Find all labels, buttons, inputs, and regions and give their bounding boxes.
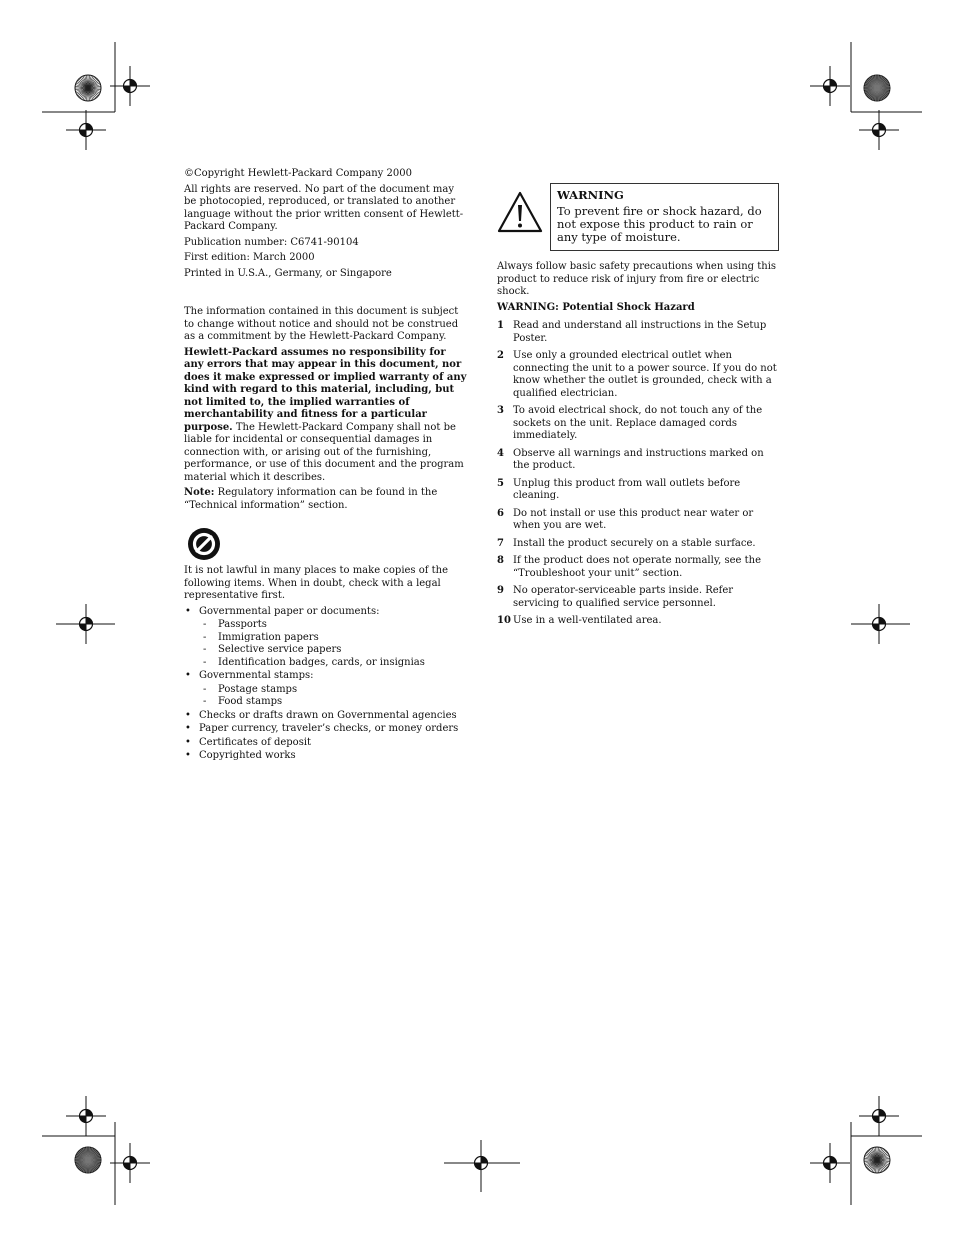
restricted-item (184, 710, 468, 723)
restricted-item-label: Certificates of deposit (199, 736, 312, 748)
step-number: 2 (497, 350, 504, 361)
note-text: Regulatory information can be found in the “Technical information” section. (184, 487, 438, 511)
note-label: Note: (184, 487, 215, 498)
target-quadrant (824, 1163, 831, 1170)
edition-text: First edition: March 2000 (184, 252, 315, 263)
restricted-subitems (199, 684, 468, 709)
printed-text: Printed in U.S.A., Germany, or Singapore (184, 267, 392, 279)
restricted-subitem: - Selective service papers (203, 644, 468, 657)
restricted-item-label: Governmental stamps: (199, 670, 314, 681)
disclaimer-paragraph (184, 347, 468, 485)
restricted-subitem: - Postage stamps (203, 684, 468, 697)
rights-text: All rights are reserved. No part of the document may be photocopied, reproduced, or translated to another language without the prior written consent of Hewlett-Packard Company. (184, 183, 464, 232)
publication-number: Publication number: C6741-90104 (184, 236, 359, 248)
target-quadrant (830, 80, 837, 87)
target-quadrant (130, 1157, 137, 1164)
step-number: 10 (497, 615, 511, 626)
target-quadrant (124, 1163, 131, 1170)
target-quadrant (873, 1116, 880, 1123)
target-quadrant (86, 618, 93, 625)
left-column (184, 168, 468, 764)
safety-step (497, 320, 779, 345)
step-text: Observe all warnings and instructions marked on the product. (513, 447, 764, 471)
restricted-subitems (199, 619, 468, 669)
disclaimer-rest: The Hewlett-Packard Company shall not be liable for incidental or consequential damages in connection with, or arising out of the furnishing, performance, or use of this document and the program material which it describes. (184, 421, 464, 483)
safety-step (497, 585, 779, 610)
safety-steps-list (497, 320, 779, 628)
safety-step (497, 508, 779, 533)
regulatory-note (184, 487, 468, 512)
target-quadrant (80, 624, 87, 631)
restricted-subitem: - Passports (203, 619, 468, 632)
safety-intro: Always follow basic safety precautions when using this product to reduce risk of injury from fire or electric shock. (497, 261, 777, 297)
step-number: 1 (497, 320, 504, 331)
safety-step (497, 538, 779, 551)
target-quadrant (873, 624, 880, 631)
target-quadrant (86, 1110, 93, 1117)
disclaimer-bold: Hewlett-Packard assumes no responsibility for any errors that may appear in this document, nor does it make expressed or implied warranty of any kind with regard to this material, including, but not limited to, the implied warranties of merchantability and fitness for a particular purpose. (184, 346, 467, 433)
target-quadrant (475, 1163, 482, 1170)
target-quadrant (80, 1116, 87, 1123)
step-number: 5 (497, 477, 504, 489)
restricted-subitem: - Food stamps (203, 696, 468, 709)
safety-step (497, 615, 779, 628)
restricted-item-label: Governmental paper or documents: (199, 605, 380, 617)
target-quadrant (879, 1110, 886, 1117)
safety-step (497, 478, 779, 503)
restricted-item (184, 750, 468, 763)
step-text: Use in a well-ventilated area. (513, 615, 662, 626)
step-text: If the product does not operate normally, see the “Troubleshoot your unit” section. (513, 555, 762, 579)
target-quadrant (80, 130, 87, 137)
target-quadrant (879, 618, 886, 625)
target-quadrant (86, 124, 93, 131)
target-quadrant (873, 130, 880, 137)
step-text: Do not install or use this product near water or when you are wet. (513, 507, 754, 531)
step-text: To avoid electrical shock, do not touch any of the sockets on the unit. Replace damaged cords immediately. (513, 405, 763, 441)
right-column (497, 183, 779, 633)
copying-intro: It is not lawful in many places to make copies of the following items. When in doubt, check with a legal representative first. (184, 565, 449, 601)
target-quadrant (130, 80, 137, 87)
safety-heading: WARNING: Potential Shock Hazard (497, 301, 695, 313)
safety-step (497, 405, 779, 443)
restricted-item (184, 670, 468, 709)
step-number: 7 (497, 537, 504, 549)
step-text: Unplug this product from wall outlets before cleaning. (513, 477, 741, 501)
safety-step (497, 350, 779, 400)
safety-step (497, 555, 779, 580)
restricted-subitem: - Identification badges, cards, or insignias (203, 657, 468, 670)
warning-title: WARNING (557, 188, 624, 202)
no-copy-icon (186, 526, 222, 562)
warning-block (497, 183, 779, 251)
copyright-line: ©Copyright Hewlett-Packard Company 2000 (184, 168, 412, 179)
target-quadrant (830, 1157, 837, 1164)
restricted-item (184, 737, 468, 750)
step-text: Use only a grounded electrical outlet when connecting the unit to a power source. If you do not know whether the outlet is grounded, check with a qualified electrician. (513, 350, 777, 399)
step-text: Install the product securely on a stable surface. (513, 537, 756, 549)
restricted-item-label: Copyrighted works (199, 750, 296, 761)
warning-text: To prevent fire or shock hazard, do not expose this product to rain or any type of moisture. (557, 204, 762, 244)
step-number: 3 (497, 405, 504, 416)
notice-intro: The information contained in this document is subject to change without notice and should not be construed as a commitment by the Hewlett-Packard Company. (184, 306, 459, 342)
target-quadrant (481, 1157, 488, 1164)
restricted-subitem: - Immigration papers (203, 632, 468, 645)
restricted-item-label: Checks or drafts drawn on Governmental agencies (199, 709, 457, 721)
warning-box (550, 183, 779, 251)
restricted-item-label: Paper currency, traveler’s checks, or money orders (199, 723, 459, 734)
restricted-item (184, 606, 468, 670)
restricted-items-list (184, 606, 468, 763)
step-text: No operator-serviceable parts inside. Refer servicing to qualified service personnel. (513, 585, 734, 609)
step-number: 6 (497, 507, 504, 519)
step-number: 4 (497, 447, 504, 459)
safety-step (497, 448, 779, 473)
target-quadrant (124, 86, 131, 93)
restricted-item (184, 723, 468, 736)
warning-triangle-icon (497, 191, 543, 233)
step-number: 9 (497, 585, 504, 596)
target-quadrant (824, 86, 831, 93)
target-quadrant (879, 124, 886, 131)
step-text: Read and understand all instructions in the Setup Poster. (513, 320, 767, 344)
step-number: 8 (497, 555, 504, 566)
